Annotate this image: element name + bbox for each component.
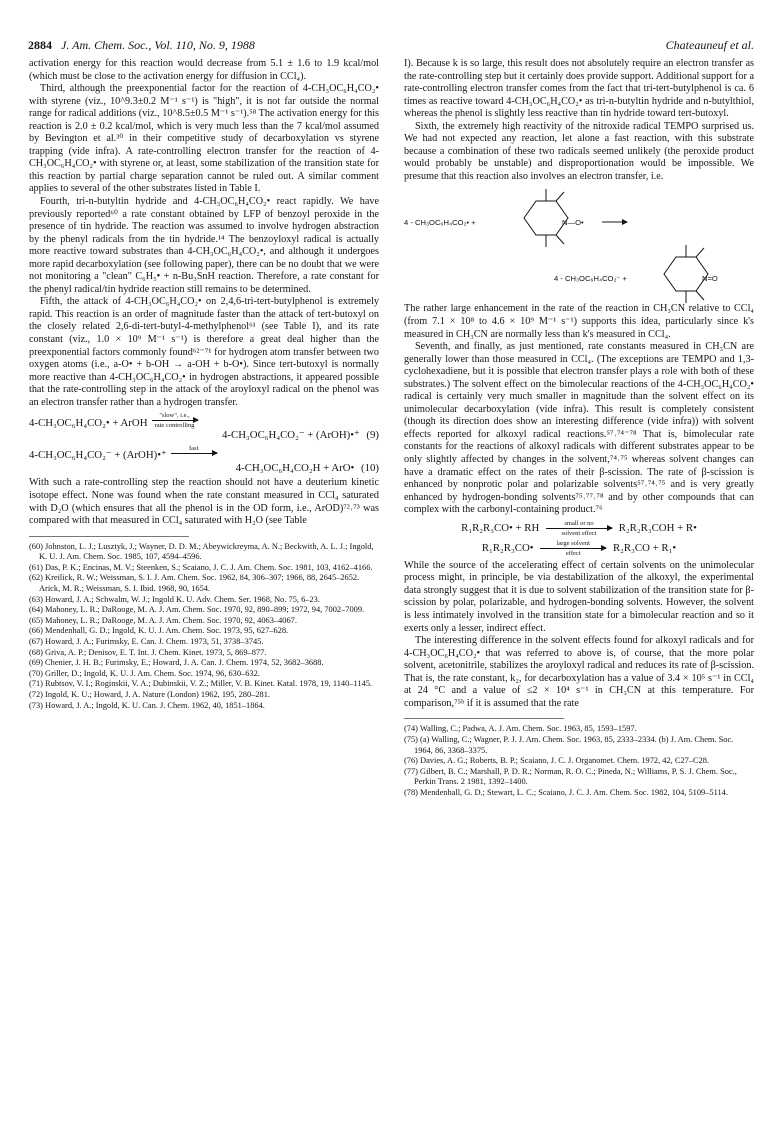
- reference-item: (71) Rubtsov, V. I.; Roginskii, V. A.; Dubinskii, V. Z.; Miller, V. B. Kinet. Katal. 1978, 19, 1140–1145.: [29, 679, 372, 689]
- arrow-label-above: fast: [188, 444, 199, 452]
- reference-item: (65) Mahoney, L. R.; DaRooge, M. A. J. Am. Chem. Soc. 1970, 92, 4063–4067.: [29, 615, 297, 625]
- oxoammonium-label: N=O: [702, 274, 718, 284]
- paragraph: While the source of the accelerating effect of certain solvents on the unimolecular process might, in principle, be via destabilization of the alkoxyl, the experimental data strongly suggest that it is due to solvent stabilization of the transition state for β-scission by polar, polarizable, and hydrogen-bonding solvents. However, the solvent is less intimately involved in the transition state for a bimolecular reaction and so it exerts only a lesser, indirect effect.: [404, 559, 754, 634]
- equation-products: 4-CH₃OC₆H₄CO₂⁻ + (ArOH)•⁺: [222, 429, 360, 442]
- reference-item: (68) Griva, A. P.; Denisov, E. T. Int. J. Chem. Kinet. 1973, 5, 869–877.: [29, 647, 267, 657]
- arrow-label-below: rate controlling: [154, 422, 195, 430]
- reference-item: (64) Mahoney, L. R.; DaRooge, M. A. J. Am. Chem. Soc. 1970, 92, 890–899; 1972, 94, 7002–7009.: [29, 605, 365, 615]
- equation-reactants: 4-CH₃OC₆H₄CO₂⁻ + (ArOH)•⁺: [29, 449, 167, 462]
- reaction-arrow: [600, 217, 630, 227]
- equation-reactants: 4-CH₃OC₆H₄CO₂• + ArOH: [29, 416, 148, 429]
- reaction-arrow: [171, 445, 217, 462]
- arrow-label-below: effect: [565, 549, 581, 557]
- reaction-arrow: [546, 520, 612, 537]
- reference-item: (60) Johnston, L. J.; Lusztyk, J.; Wayner, D. D. M.; Abeywickreyma, A. N.; Beckwith, A. L. J.; Ingold, K. U. J. Am. Chem. Soc. 1985, 107, 4594–4596.: [29, 541, 374, 562]
- reference-item: (67) Howard, J. A.; Furimsky, E. Can. J. Chem. 1973, 51, 3738–3745.: [29, 636, 264, 646]
- equation-hydrogen-abstraction: [404, 520, 754, 537]
- reference-item: (73) Howard, J. A.; Ingold, K. U. Can. J. Chem. 1962, 40, 1851–1864.: [29, 700, 265, 710]
- reference-item: (70) Griller, D.; Ingold, K. U. J. Am. Chem. Soc. 1974, 96, 630–632.: [29, 668, 260, 678]
- arrow-label-above: small or no: [564, 519, 594, 527]
- paragraph: With such a rate-controlling step the reaction should not have a deuterium kinetic isotope effect. None was found when the rate constant measured in CCl₄ saturated with D₂O (which ensures that all the phenol is in the OD form, i.e., ArOD)⁷²˒⁷³ was compared with that measured in CCl₄ saturated with H₂O (see Table: [29, 477, 379, 527]
- paragraph: Fifth, the attack of 4-CH₃OC₆H₄CO₂• on 2,4,6-tri-tert-butylphenol is extremely rapid. This reaction is an order of magnitude faster than the attack of tert-butoxyl on the closely related 2,6-di-tert-butyl-4-methylphenol⁶¹ (see Table I), and its rate constant (viz., 1.0 × 10⁹ M⁻¹ s⁻¹) is therefore a great deal higher than the preexponential factors commonly found⁶²⁻⁷¹ for hydrogen atom transfer between two oxygen atoms (i.e., a-O• + b-OH → a-OH + b-O•). Since tert-butoxyl is normally more reactive than 4-CH₃OC₆H₄CO₂• in hydrogen abstractions, it appeared possible that the rate-controlling step in the attack of the aroyloxyl radical on the phenol was an electron transfer rather than a hydrogen transfer.: [29, 296, 379, 408]
- arrow-label-above: large solvent: [556, 539, 590, 547]
- tempo-reaction-scheme: [404, 187, 754, 299]
- reference-item: (62) Kreilick, R. W.; Weissman, S. I. J. Am. Chem. Soc. 1962, 84, 306–307; 1966, 88, 2645–2652. Arick, M. R.; Weissman, S. I. Ibid. 1968, 90, 1654.: [29, 573, 360, 593]
- journal-citation: J. Am. Chem. Soc., Vol. 110, No. 9, 1988: [61, 38, 255, 52]
- equation-number: (9): [366, 429, 379, 442]
- paragraph: Seventh, and finally, as just mentioned, rate constants measured in CH₃CN are generally lower than those measured in CCl₄. (The exceptions are TEMPO and 1,3-cyclohexadiene, but it is possible that electron transfer plays a role with both of these substrates.) The solvent effect on the bimolecular reactions of the 4-CH₃OC₆H₄CO₂• radical is certainly very much smaller in magnitude than the solvent effect on its unimolecular decarboxylation (vide infra). This result is completely consistent (though its direction does show an interesting difference (vide infra)) with solvent effects reported for alkoxyl radical reactions.⁵⁷˒⁷⁴⁻⁷⁸ That is, bimolecular rate constants for the reactions of alkoxyl radicals with different substrates appear to be only slightly affected by changes in the solvent,⁷⁴˒⁷⁵ whereas solvent changes can have a dramatic effect on the rates of their β-scission. The rate of β-scission is enhanced by nonprotic polar and polarizable solvents⁵⁷˒⁷⁴˒⁷⁵ and is very greatly enhanced by hydrogen-bonding solvents⁷⁵˒⁷⁷˒⁷⁸ and by other compounds that can complex with the carbonyl-containing product.⁷⁶: [404, 341, 754, 516]
- reference-item: (77) Gilbert, B. C.; Marshall, P. D. R.; Norman, R. O. C.; Pineda, N.; Williams, P. S. J. Chem. Soc., Perkin Trans. 2 1981, 1392–1400.: [404, 766, 737, 787]
- nitroxide-label: N—O•: [562, 218, 584, 228]
- equation-products: R₂R₃CO + R₁•: [612, 541, 677, 554]
- scheme-reactant: 4 - CH₃OC₆H₄CO₂• +: [404, 218, 476, 228]
- scheme-product: 4 - CH₃OC₆H₄CO₂⁻ +: [554, 274, 627, 284]
- paragraph: I). Because k is so large, this result does not absolutely require an electron transfer as the rate-controlling step but it certainly does provide support. Additional support for a rate-controlling electron transfer comes from the fact that tri-tert-butylphenol is ca. 6 times as reactive toward 4-CH₃OC₆H₄CO₂• as tri-n-butyltin hydride and n-butylthiol, whereas the phenol is slightly less reactive than tin hydride toward tert-butoxyl.: [404, 58, 754, 120]
- reference-item: (69) Chenier, J. H. B.; Furimsky, E.; Howard, J. A. Can. J. Chem. 1974, 52, 3682–3688.: [29, 658, 324, 668]
- arrow-label-below: solvent effect: [561, 529, 597, 537]
- reference-item: (75) (a) Walling, C.; Wagner, P. J. J. Am. Chem. Soc. 1963, 85, 2333–2334. (b) J. Am. Chem. Soc. 1964, 86, 3368–3375.: [404, 734, 734, 755]
- reference-item: (63) Howard, J. A.; Schwalm, W. J.; Ingold K. U. Adv. Chem. Ser. 1968, No. 75, 6–23.: [29, 594, 320, 604]
- paragraph: activation energy for this reaction would decrease from 5.1 ± 1.6 to 1.9 kcal/mol (which must be close to the activation energy for diffusion in CCl₄).: [29, 58, 379, 82]
- footnote-divider: [404, 718, 564, 719]
- equation-products: 4-CH₃OC₆H₄CO₂H + ArO•: [235, 461, 355, 474]
- equation-number: (10): [361, 461, 379, 474]
- paragraph: The rather large enhancement in the rate of the reaction in CH₃CN relative to CCl₄ (from 7.1 × 10⁸ to 4.6 × 10⁹ M⁻¹ s⁻¹) supports this idea, particularly since k's measured in CH₃CN are normally less than k's measured in CCl₄.: [404, 303, 754, 340]
- equation-reactants: R₁R₂R₃CO•: [481, 541, 534, 554]
- reference-item: (76) Davies, A. G.; Roberts, B. P.; Scaiano, J. C. J. Organomet. Chem. 1972, 42, C27–C28.: [404, 756, 710, 766]
- paragraph: Sixth, the extremely high reactivity of the nitroxide radical TEMPO surprised us. We had not expected any reaction, let alone a fast reaction, with this substrate because a combination of these two radicals seemed unlikely (the peroxide product would probably be unstable) and disproportionation would be impossible. We presume that this reaction also involves an electron transfer, i.e.: [404, 120, 754, 182]
- reference-list: [404, 724, 754, 798]
- equation-products: R₂R₂R₃COH + R•: [618, 521, 697, 534]
- reaction-arrow: [152, 412, 198, 429]
- reference-item: (78) Mendenhall, G. D.; Stewart, L. C.; Scaiano, J. C. J. Am. Chem. Soc. 1982, 104, 5109–5114.: [404, 787, 728, 797]
- reference-item: (74) Walling, C.; Padwa, A. J. Am. Chem. Soc. 1963, 85, 1593–1597.: [404, 724, 637, 734]
- reference-item: (66) Mendenhall, G. D.; Ingold, K. U. J. Am. Chem. Soc. 1973, 95, 627–628.: [29, 626, 289, 636]
- paragraph: Fourth, tri-n-butyltin hydride and 4-CH₃OC₆H₄CO₂• react rapidly. We have previously reported⁶⁰ a rate constant obtained by LFP of benzoyl peroxide in the presence of tin hydride. The reaction was assumed to involve hydrogen abstraction by the phenyl radicals from the tin hydride.¹⁴ The benzoyloxyl radical is actually more reactive toward substrates than 4-CH₃OC₆H₄CO₂•, and although it undergoes more rapid decarboxylation (see following paper), there can be no doubt that we were not monitoring a "clean" C₆H₅• + n-Bu₃SnH reaction. Therefore, a rate constant for the phenyl radical/tin hydride reaction still remains to be determined.: [29, 196, 379, 295]
- reference-item: (61) Das, P. K.; Encinas, M. V.; Steenken, S.; Scaiano, J. C. J. Am. Chem. Soc. 1981, 103, 4162–4166.: [29, 562, 373, 572]
- reaction-arrow: [540, 540, 606, 557]
- running-header-left: [28, 38, 255, 53]
- arrow-label-above: "slow", i.e.,: [159, 412, 190, 420]
- equation-reactants: R₁R₂R₃CO• + RH: [461, 521, 540, 534]
- running-header-author: Chateauneuf et al.: [665, 38, 754, 52]
- footnote-divider: [29, 536, 189, 537]
- right-column: [404, 58, 754, 798]
- page-number: 2884: [28, 38, 52, 52]
- equation-10: [29, 445, 379, 475]
- paragraph: The interesting difference in the solvent effects found for alkoxyl radicals and for 4-CH₃OC₆H₄CO₂• that was referred to above is, of course, that the more polar solvent, acetonitrile, stabilizes the aroyloxyl radical and reduces its rate of β-scission. That is, the rate constant, k₂, for decarboxylation has a value of 3.4 × 10⁵ s⁻¹ in CCl₄ at 24 °C and a value of ≤2 × 10⁴ s⁻¹ in CH₃CN at this temperature. For comparison,⁷⁵ᵇ if it is assumed that the rate: [404, 635, 754, 709]
- paragraph: Third, although the preexponential factor for the reaction of 4-CH₃OC₆H₄CO₂• with styrene (viz., 10^9.3±0.2 M⁻¹ s⁻¹) is "high", it is not far outside the normal range for radical additions (viz., 10^8.5±0.5 M⁻¹ s⁻¹).⁵⁸ The activation energy for this reaction is 2.0 ± 0.2 kcal/mol, which is very much less than the 7 kcal/mol assumed by Bevington et al.³⁰ in their competitive study of decarboxylation vs styrene trapping (vide infra). A rate-controlling electron transfer for the reaction of 4-CH₃OC₆H₄CO₂• with styrene or, at least, some stabilization of the transition state for this reaction by partial charge separation cannot be ruled out. A similar comment applies to several of the other substrates listed in Table I.: [29, 83, 379, 195]
- equation-beta-scission: [404, 540, 754, 557]
- reference-list: [29, 542, 379, 712]
- equation-9: [29, 412, 379, 442]
- left-column: [29, 58, 379, 711]
- reference-item: (72) Ingold, K. U.; Howard, J. A. Nature (London) 1962, 195, 280–281.: [29, 689, 270, 699]
